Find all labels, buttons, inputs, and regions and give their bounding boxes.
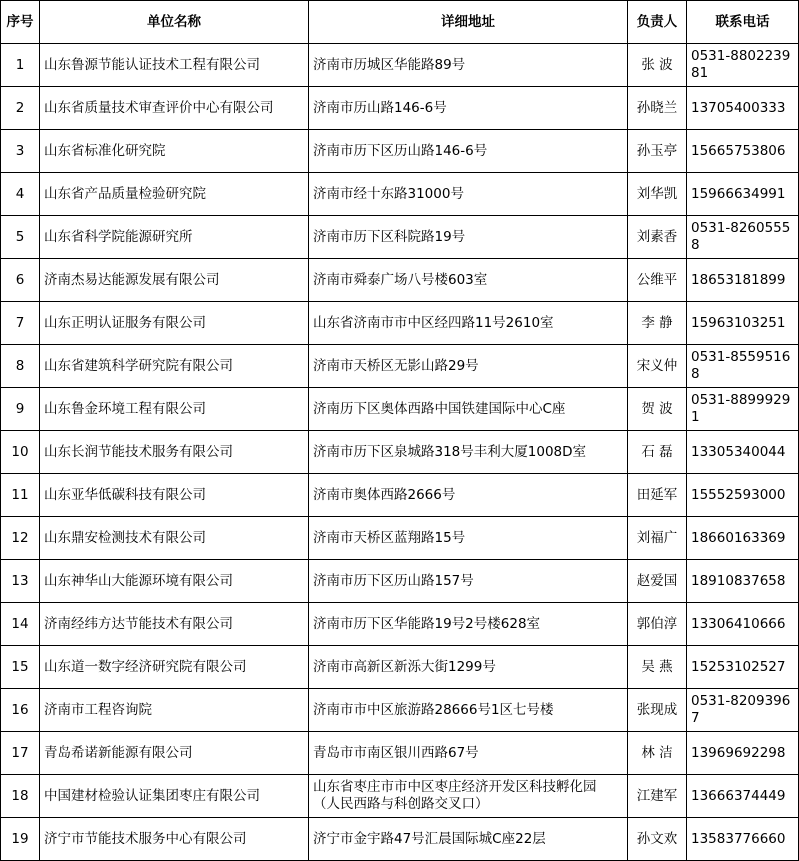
cell-phone: 15966634991	[687, 173, 799, 216]
cell-name: 中国建材检验认证集团枣庄有限公司	[40, 775, 309, 818]
cell-name: 山东鼎安检测技术有限公司	[40, 517, 309, 560]
cell-no: 12	[1, 517, 40, 560]
cell-address: 济南市历下区华能路19号2号楼628室	[309, 603, 628, 646]
cell-name: 山东道一数字经济研究院有限公司	[40, 646, 309, 689]
cell-name: 山东省科学院能源研究所	[40, 216, 309, 259]
cell-phone: 0531-88999291	[687, 388, 799, 431]
cell-no: 7	[1, 302, 40, 345]
cell-address: 济南市天桥区蓝翔路15号	[309, 517, 628, 560]
cell-phone: 18653181899	[687, 259, 799, 302]
table-row	[1, 732, 799, 775]
cell-phone: 13705400333	[687, 87, 799, 130]
cell-address: 济南市市中区旅游路28666号1区七号楼	[309, 689, 628, 732]
cell-person: 吴 燕	[628, 646, 687, 689]
cell-phone: 0531-82605558	[687, 216, 799, 259]
cell-phone: 13305340044	[687, 431, 799, 474]
cell-person: 刘福广	[628, 517, 687, 560]
cell-address: 济南市历城区华能路89号	[309, 44, 628, 87]
cell-no: 15	[1, 646, 40, 689]
cell-no: 4	[1, 173, 40, 216]
cell-address: 济南市舜泰广场八号楼603室	[309, 259, 628, 302]
cell-address: 济宁市金宇路47号汇晨国际城C座22层	[309, 818, 628, 861]
table-row	[1, 130, 799, 173]
cell-name: 山东省产品质量检验研究院	[40, 173, 309, 216]
cell-no: 1	[1, 44, 40, 87]
table-row	[1, 517, 799, 560]
cell-name: 济南杰易达能源发展有限公司	[40, 259, 309, 302]
cell-no: 13	[1, 560, 40, 603]
cell-name: 山东省建筑科学研究院有限公司	[40, 345, 309, 388]
cell-no: 14	[1, 603, 40, 646]
cell-name: 山东省质量技术审查评价中心有限公司	[40, 87, 309, 130]
table-row	[1, 173, 799, 216]
table-row	[1, 818, 799, 861]
cell-phone: 0531-82093967	[687, 689, 799, 732]
cell-name: 山东鲁金环境工程有限公司	[40, 388, 309, 431]
cell-person: 公维平	[628, 259, 687, 302]
cell-person: 刘华凯	[628, 173, 687, 216]
cell-phone: 18660163369	[687, 517, 799, 560]
table-row	[1, 603, 799, 646]
cell-person: 孙文欢	[628, 818, 687, 861]
cell-name: 山东亚华低碳科技有限公司	[40, 474, 309, 517]
cell-person: 林 洁	[628, 732, 687, 775]
header-phone: 联系电话	[687, 1, 799, 44]
cell-phone: 0531-85595168	[687, 345, 799, 388]
cell-no: 9	[1, 388, 40, 431]
cell-person: 郭伯淳	[628, 603, 687, 646]
cell-address: 青岛市市南区银川西路67号	[309, 732, 628, 775]
table-row	[1, 431, 799, 474]
cell-person: 张现成	[628, 689, 687, 732]
cell-no: 18	[1, 775, 40, 818]
cell-person: 宋义仲	[628, 345, 687, 388]
cell-person: 贺 波	[628, 388, 687, 431]
table-row	[1, 345, 799, 388]
table-row	[1, 388, 799, 431]
cell-no: 17	[1, 732, 40, 775]
cell-address: 济南市天桥区无影山路29号	[309, 345, 628, 388]
cell-no: 2	[1, 87, 40, 130]
header-address: 详细地址	[309, 1, 628, 44]
cell-person: 刘素香	[628, 216, 687, 259]
cell-name: 山东鲁源节能认证技术工程有限公司	[40, 44, 309, 87]
cell-person: 赵爱国	[628, 560, 687, 603]
cell-name: 山东正明认证服务有限公司	[40, 302, 309, 345]
cell-no: 8	[1, 345, 40, 388]
cell-no: 19	[1, 818, 40, 861]
cell-person: 孙玉亭	[628, 130, 687, 173]
cell-person: 张 波	[628, 44, 687, 87]
cell-address: 济南市高新区新泺大街1299号	[309, 646, 628, 689]
cell-name: 济南经纬方达节能技术有限公司	[40, 603, 309, 646]
cell-phone: 15552593000	[687, 474, 799, 517]
cell-phone: 15253102527	[687, 646, 799, 689]
table-row	[1, 259, 799, 302]
table-row	[1, 44, 799, 87]
cell-person: 李 静	[628, 302, 687, 345]
cell-phone: 15963103251	[687, 302, 799, 345]
cell-address: 济南市历下区科院路19号	[309, 216, 628, 259]
cell-phone: 18910837658	[687, 560, 799, 603]
table-row	[1, 302, 799, 345]
cell-person: 孙晓兰	[628, 87, 687, 130]
cell-name: 济宁市节能技术服务中心有限公司	[40, 818, 309, 861]
header-person: 负责人	[628, 1, 687, 44]
cell-phone: 15665753806	[687, 130, 799, 173]
table-row	[1, 474, 799, 517]
table-body	[1, 44, 799, 861]
cell-no: 5	[1, 216, 40, 259]
cell-address: 济南市历山路146-6号	[309, 87, 628, 130]
cell-address: 济南市经十东路31000号	[309, 173, 628, 216]
cell-phone: 13969692298	[687, 732, 799, 775]
cell-no: 11	[1, 474, 40, 517]
header-row	[1, 1, 799, 44]
cell-address: 山东省济南市市中区经四路11号2610室	[309, 302, 628, 345]
cell-no: 16	[1, 689, 40, 732]
table-row	[1, 775, 799, 818]
cell-address: 济南市历下区历山路157号	[309, 560, 628, 603]
header-name: 单位名称	[40, 1, 309, 44]
table-row	[1, 560, 799, 603]
table-row	[1, 87, 799, 130]
cell-person: 石 磊	[628, 431, 687, 474]
cell-name: 济南市工程咨询院	[40, 689, 309, 732]
cell-name: 山东神华山大能源环境有限公司	[40, 560, 309, 603]
cell-address: 济南市历下区历山路146-6号	[309, 130, 628, 173]
cell-no: 3	[1, 130, 40, 173]
cell-person: 江建军	[628, 775, 687, 818]
table-row	[1, 646, 799, 689]
table-row	[1, 689, 799, 732]
cell-person: 田延军	[628, 474, 687, 517]
cell-no: 10	[1, 431, 40, 474]
cell-phone: 13306410666	[687, 603, 799, 646]
cell-phone: 0531-880223981	[687, 44, 799, 87]
cell-address: 山东省枣庄市市中区枣庄经济开发区科技孵化园（人民西路与科创路交叉口）	[309, 775, 628, 818]
cell-name: 山东省标准化研究院	[40, 130, 309, 173]
cell-phone: 13666374449	[687, 775, 799, 818]
header-no: 序号	[1, 1, 40, 44]
cell-address: 济南市历下区泉城路318号丰利大厦1008D室	[309, 431, 628, 474]
cell-no: 6	[1, 259, 40, 302]
cell-phone: 13583776660	[687, 818, 799, 861]
cell-name: 山东长润节能技术服务有限公司	[40, 431, 309, 474]
cell-name: 青岛希诺新能源有限公司	[40, 732, 309, 775]
cell-address: 济南历下区奥体西路中国铁建国际中心C座	[309, 388, 628, 431]
cell-address: 济南市奥体西路2666号	[309, 474, 628, 517]
table-row	[1, 216, 799, 259]
